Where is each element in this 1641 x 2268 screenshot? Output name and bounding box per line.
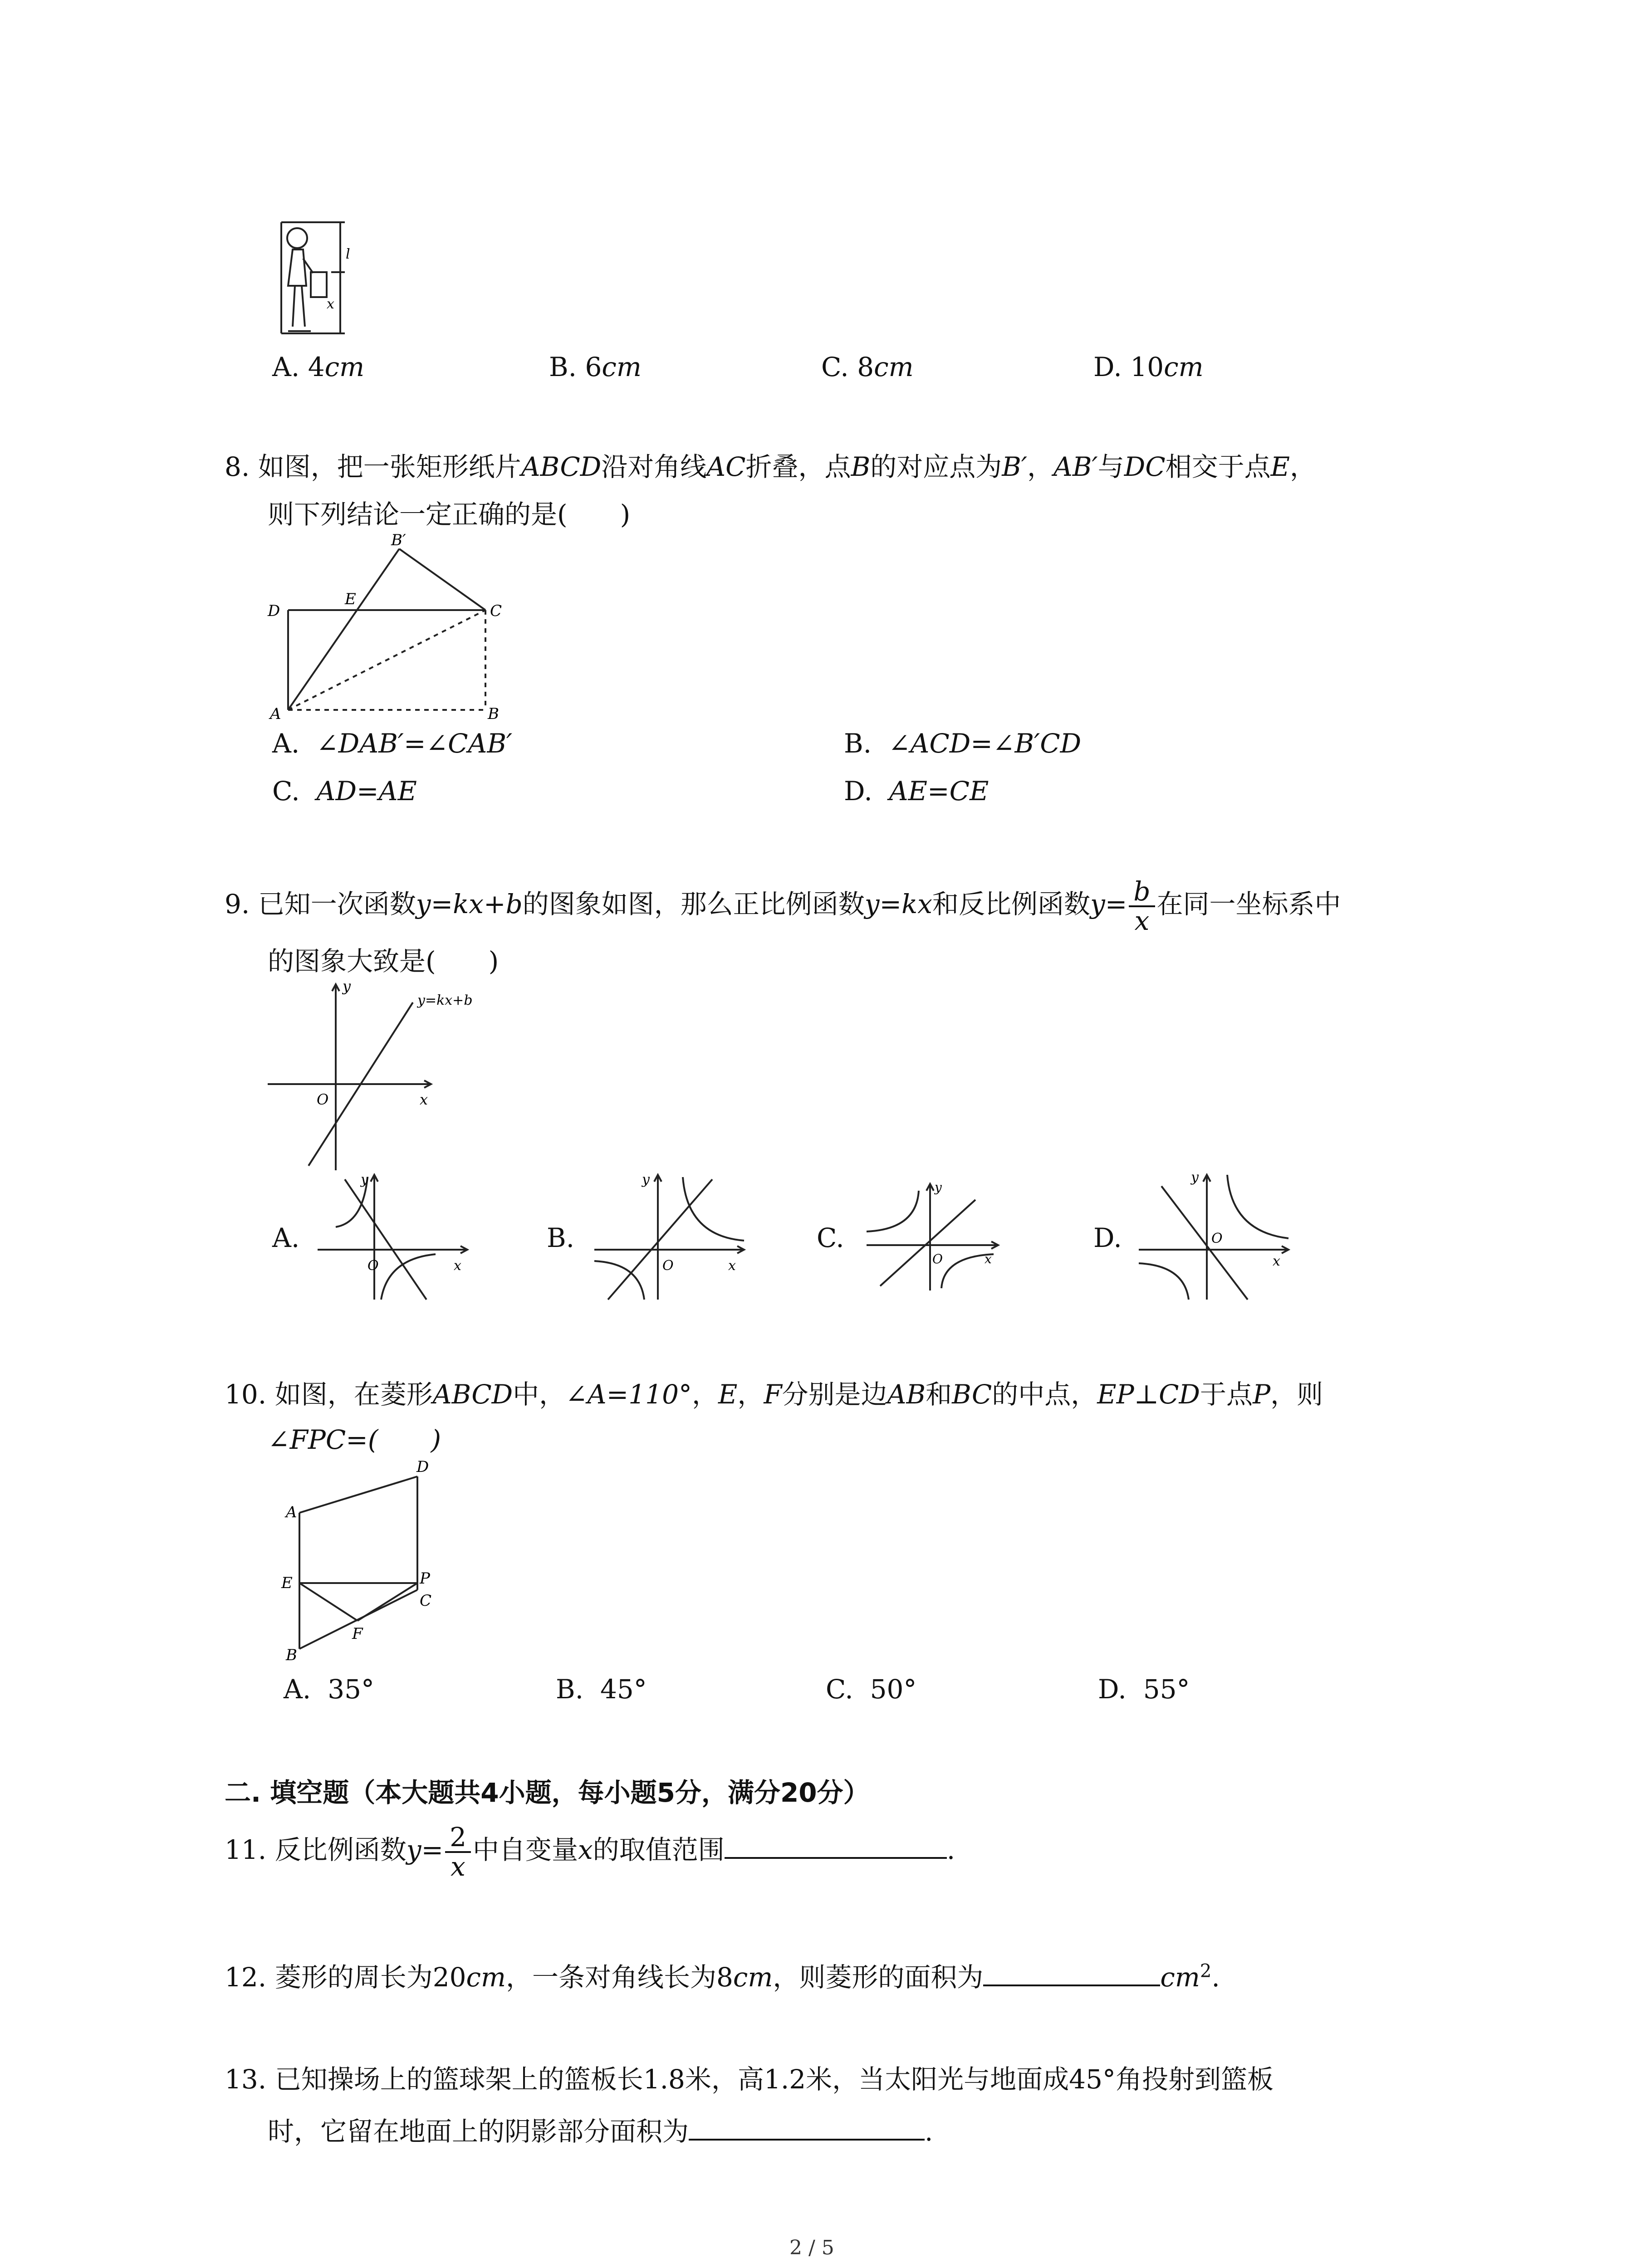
q12-value: 20 xyxy=(432,1962,466,1993)
q11-question xyxy=(225,1823,955,1881)
q7-option-b[interactable] xyxy=(549,352,642,382)
q9-option-a-label-o: O xyxy=(367,1258,379,1274)
q10-text: 中， xyxy=(513,1379,566,1410)
q10-fig-label-e: E xyxy=(281,1574,293,1592)
q8-fig-label-b: B xyxy=(488,705,499,721)
q10-math: BC xyxy=(952,1379,992,1410)
q10-fig-label-f: F xyxy=(352,1625,363,1643)
q7-option-a-letter: A. xyxy=(272,352,300,382)
q9-option-c-graph[interactable] xyxy=(862,1182,1007,1295)
q9-fraction-numerator: b xyxy=(1129,878,1155,907)
q10-option-a-letter: A. xyxy=(284,1674,311,1705)
q9-option-c-label-o: O xyxy=(932,1251,943,1266)
q9-fraction-denominator: x xyxy=(1134,905,1150,936)
q7-option-c-letter: C. xyxy=(821,352,849,382)
q8-math: B xyxy=(851,451,871,482)
q8-text: 如图，把一张矩形纸片 xyxy=(258,451,521,482)
q8-math: AC xyxy=(706,451,746,482)
q10-option-d-value: 55° xyxy=(1143,1674,1190,1705)
q10-figure xyxy=(272,1454,454,1667)
q9-given-label-y: y xyxy=(343,978,351,995)
q10-option-a-value: 35° xyxy=(328,1674,375,1705)
q12-answer-blank[interactable] xyxy=(983,1957,1160,1986)
q12-text: 菱形的周长为 xyxy=(274,1962,433,1993)
q9-given-label-eq: y=kx+b xyxy=(417,992,473,1008)
q9-text: 的图象如图，那么正比例函数 xyxy=(522,888,865,919)
q8-text: 相交于点 xyxy=(1165,451,1271,482)
q8-math: DC xyxy=(1124,451,1166,482)
q10-fig-label-d: D xyxy=(416,1458,429,1476)
q13-number: 13. xyxy=(225,2064,267,2095)
q9-option-d-label-o: O xyxy=(1211,1231,1223,1246)
q12-number: 12. xyxy=(225,1962,267,1993)
q10-option-d-letter: D. xyxy=(1098,1674,1127,1705)
q13-text: 已知操场上的篮球架上的篮板长1.8米，高1.2米，当太阳光与地面成45°角投射到篮板 xyxy=(274,2064,1274,2095)
q8-question-line2: 则下列结论一定正确的是( ) xyxy=(268,499,631,530)
q10-fig-label-b: B xyxy=(286,1646,297,1664)
q10-option-b-value: 45° xyxy=(600,1674,647,1705)
page-number: 2 / 5 xyxy=(789,2236,834,2259)
q9-given-label-o: O xyxy=(317,1091,329,1108)
q8-option-a-letter: A. xyxy=(272,728,300,759)
q7-option-d[interactable] xyxy=(1093,352,1204,382)
q11-text: . xyxy=(946,1834,955,1865)
q12-unit: cm xyxy=(466,1962,506,1993)
q9-given-graph xyxy=(263,975,499,1175)
q8-option-d-letter: D. xyxy=(844,776,872,807)
q7-option-d-unit: cm xyxy=(1164,352,1204,382)
q12-unit: cm xyxy=(733,1962,773,1993)
q9-option-b-label-x: x xyxy=(728,1258,736,1274)
q12-value: 8 xyxy=(716,1962,733,1993)
q9-option-d-label-x: x xyxy=(1273,1253,1280,1269)
q10-option-a[interactable] xyxy=(284,1674,374,1705)
q9-option-c-label-y: y xyxy=(935,1182,942,1195)
q7-figure-label-l: l xyxy=(346,246,350,262)
q10-option-c[interactable] xyxy=(826,1674,916,1705)
q9-option-d-letter[interactable]: D. xyxy=(1093,1222,1122,1253)
q9-option-a-letter[interactable]: A. xyxy=(272,1222,300,1253)
section-2-heading: 二. 填空题（本大题共4小题，每小题5分，满分20分） xyxy=(225,1777,870,1808)
q7-figure-label-x: x xyxy=(327,296,334,312)
q12-unit: cm xyxy=(1160,1962,1200,1993)
q10-fig-label-c: C xyxy=(420,1592,432,1610)
q8-option-b-letter: B. xyxy=(844,728,872,759)
q10-text: 的中点， xyxy=(992,1379,1097,1410)
q12-question xyxy=(225,1957,1220,1993)
q7-option-a[interactable] xyxy=(272,352,364,382)
q9-question-line2: 的图象大致是( ) xyxy=(268,946,499,977)
q10-text: ， xyxy=(691,1379,718,1410)
q9-option-c-label-x: x xyxy=(985,1251,992,1266)
q10-question-line2: ∠FPC=( ) xyxy=(268,1424,441,1455)
q9-given-label-x: x xyxy=(420,1091,428,1108)
q9-option-c-letter[interactable]: C. xyxy=(817,1222,844,1253)
q8-text: 与 xyxy=(1097,451,1124,482)
q10-math: ∠A=110° xyxy=(565,1379,692,1410)
q10-option-b-letter: B. xyxy=(556,1674,584,1705)
q10-text: ，则 xyxy=(1270,1379,1323,1410)
q9-question-line1 xyxy=(225,878,1341,935)
q8-option-a[interactable] xyxy=(272,728,512,759)
q10-option-b[interactable] xyxy=(556,1674,647,1705)
q11-text: 中自变量 xyxy=(472,1834,578,1865)
q8-option-c[interactable] xyxy=(272,776,417,807)
q8-text: ， xyxy=(1027,451,1054,482)
q11-fraction-numerator: 2 xyxy=(445,1823,471,1853)
q8-option-b[interactable] xyxy=(844,728,1081,759)
q8-option-d[interactable] xyxy=(844,776,989,807)
q8-option-a-text: ∠DAB′=∠CAB′ xyxy=(316,728,513,759)
q9-option-d-label-y: y xyxy=(1191,1169,1199,1185)
q10-option-c-letter: C. xyxy=(826,1674,853,1705)
q7-figure xyxy=(268,218,358,340)
q13-question-line1 xyxy=(225,2064,1274,2095)
q8-math: AB′ xyxy=(1053,451,1098,482)
q10-question-line1 xyxy=(225,1381,1323,1408)
q11-math: y= xyxy=(406,1834,444,1865)
q7-option-c-unit: cm xyxy=(874,352,914,382)
q11-math: x xyxy=(578,1834,593,1865)
q9-option-b-label-y: y xyxy=(642,1172,650,1188)
q7-option-b-letter: B. xyxy=(549,352,577,382)
q8-text: 沿对角线 xyxy=(601,451,707,482)
q9-text: 在同一坐标系中 xyxy=(1156,888,1341,919)
q8-fig-label-c: C xyxy=(490,602,502,620)
q8-math: B′ xyxy=(1002,451,1027,482)
q10-math: F xyxy=(764,1379,782,1410)
q9-number: 9. xyxy=(225,888,250,919)
q9-option-b-graph[interactable] xyxy=(590,1168,753,1304)
q11-text: 的取值范围 xyxy=(593,1834,725,1865)
q11-fraction xyxy=(445,1823,471,1881)
q8-text: 的对应点为 xyxy=(870,451,1002,482)
q10-text: 和 xyxy=(926,1379,952,1410)
q12-text: ，一条对角线长为 xyxy=(506,1962,717,1993)
q9-math: y=kx+b xyxy=(416,888,523,919)
q13-answer-blank[interactable] xyxy=(689,2112,925,2141)
q8-number: 8. xyxy=(225,451,250,482)
q7-option-d-value: 10 xyxy=(1130,352,1164,382)
q9-math: y= xyxy=(1090,888,1127,919)
q8-fig-label-a: A xyxy=(270,705,281,721)
q9-option-b-label-o: O xyxy=(662,1258,674,1274)
q9-option-b-letter[interactable]: B. xyxy=(547,1222,575,1253)
q10-text: 于点 xyxy=(1200,1379,1253,1410)
q8-option-c-letter: C. xyxy=(272,776,300,807)
q8-figure xyxy=(263,531,517,721)
q7-option-b-unit: cm xyxy=(602,352,642,382)
q12-text: . xyxy=(1211,1962,1220,1993)
q13-text: 时，它留在地面上的阴影部分面积为 xyxy=(268,2116,689,2147)
q11-answer-blank[interactable] xyxy=(725,1830,947,1859)
q10-option-c-value: 50° xyxy=(870,1674,917,1705)
q8-math: ABCD xyxy=(521,451,602,482)
q8-math: E xyxy=(1270,451,1290,482)
q8-question-line1 xyxy=(225,451,1316,482)
q12-exponent: 2 xyxy=(1200,1960,1212,1982)
q10-math: EP⊥CD xyxy=(1097,1379,1200,1410)
q10-math: E xyxy=(718,1379,738,1410)
q8-option-d-text: AE=CE xyxy=(889,776,989,807)
q11-text: 反比例函数 xyxy=(274,1834,407,1865)
q7-option-d-letter: D. xyxy=(1093,352,1122,382)
q13-question-line2 xyxy=(268,2112,933,2145)
q9-option-a-label-x: x xyxy=(454,1258,461,1274)
q10-math: AB xyxy=(887,1379,926,1410)
q7-option-c[interactable] xyxy=(821,352,914,382)
q10-fig-label-a: A xyxy=(286,1503,297,1521)
q9-option-a-graph[interactable] xyxy=(313,1168,476,1304)
q11-fraction-denominator: x xyxy=(451,1851,465,1882)
q9-text: 和反比例函数 xyxy=(932,888,1091,919)
q7-option-c-value: 8 xyxy=(857,352,874,382)
q7-option-a-value: 4 xyxy=(308,352,325,382)
q13-text: . xyxy=(925,2116,933,2147)
q10-fig-label-p: P xyxy=(420,1569,430,1588)
q10-option-d[interactable] xyxy=(1098,1674,1190,1705)
q8-fig-label-d: D xyxy=(268,602,280,620)
q7-option-b-value: 6 xyxy=(585,352,602,382)
q9-text: 已知一次函数 xyxy=(258,888,416,919)
q8-fig-label-bprime: B′ xyxy=(391,531,406,549)
q12-text: ，则菱形的面积为 xyxy=(773,1962,984,1993)
q10-number: 10. xyxy=(225,1379,267,1410)
q10-text: ， xyxy=(737,1379,764,1410)
q10-text: 如图，在菱形 xyxy=(274,1379,433,1410)
q10-math: P xyxy=(1253,1379,1271,1410)
q8-fig-label-e: E xyxy=(345,590,356,608)
q7-option-a-unit: cm xyxy=(324,352,365,382)
q9-option-a-label-y: y xyxy=(361,1172,368,1188)
q8-option-c-text: AD=AE xyxy=(316,776,417,807)
q10-text: 分别是边 xyxy=(782,1379,887,1410)
q11-number: 11. xyxy=(225,1834,267,1865)
q10-math: ABCD xyxy=(432,1379,513,1410)
q8-option-b-text: ∠ACD=∠B′CD xyxy=(888,728,1082,759)
q8-text: ， xyxy=(1289,451,1316,482)
q8-text: 折叠，点 xyxy=(745,451,851,482)
q9-math: y=kx xyxy=(864,888,932,919)
q9-fraction xyxy=(1129,878,1155,935)
q9-option-d-graph[interactable] xyxy=(1134,1168,1298,1304)
